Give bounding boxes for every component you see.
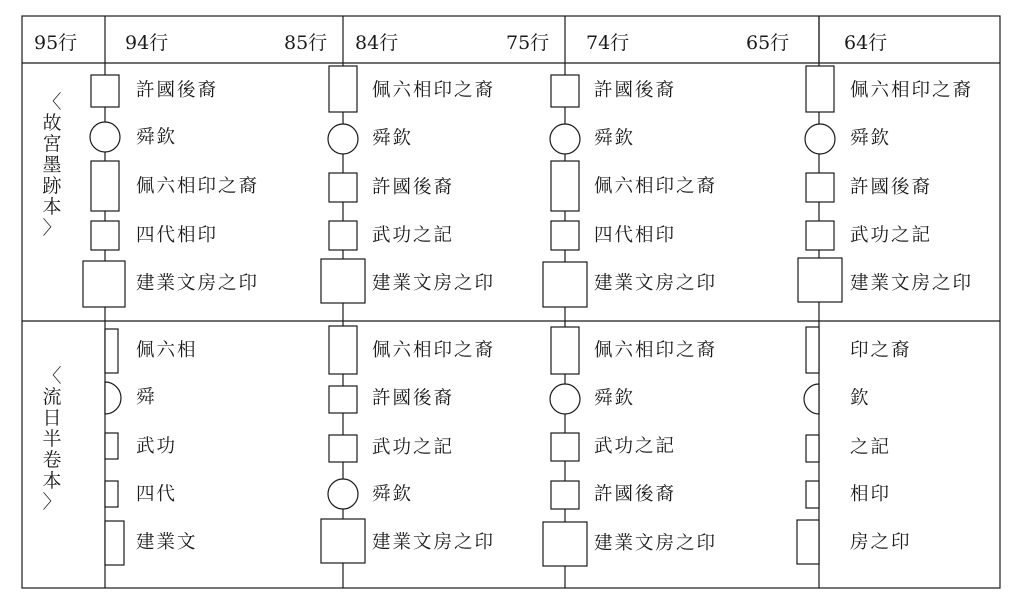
seal-label: 許國後裔 — [372, 177, 455, 198]
col1-bot-seal-1 — [105, 329, 118, 373]
seal-label: 武功之記 — [850, 225, 933, 246]
row-label-liuri-char: 〈 — [42, 365, 62, 387]
header-94: 94行 — [125, 32, 169, 54]
seal-label: 印之裔 — [850, 340, 912, 361]
seal-label: 舜 — [136, 387, 157, 408]
col1-bot-seal-4 — [105, 481, 118, 507]
col1-bot-seal-2 — [105, 382, 121, 414]
col4-top-seal-4 — [806, 221, 834, 250]
seal-label: 許國後裔 — [594, 484, 677, 505]
col1-bot-seal-3 — [105, 433, 118, 459]
seal-label: 相印 — [850, 484, 892, 505]
col3-top-seal-1 — [551, 75, 579, 107]
col4-bot-seal-4 — [806, 481, 819, 508]
col4-bot-seal-1 — [806, 327, 819, 373]
row-label-liuri-char: 〉 — [42, 491, 62, 513]
seal-label: 建業文房之印 — [372, 532, 496, 553]
row-label-palace-char: 故 — [42, 112, 62, 134]
seal-label: 建業文房之印 — [136, 273, 260, 294]
seal-label: 許國後裔 — [594, 80, 677, 101]
col1-top-seal-3 — [91, 161, 119, 211]
row-label-palace-char: 〈 — [42, 91, 62, 113]
seal-label: 建業文 — [136, 532, 198, 553]
col3-bot-seal-4 — [551, 481, 579, 509]
col3-top-seal-4 — [551, 221, 579, 250]
seal-label: 舜欽 — [850, 128, 892, 149]
seal-label: 佩六相印之裔 — [372, 80, 496, 101]
header-75: 75行 — [506, 32, 550, 54]
seal-label: 佩六相 — [136, 340, 198, 361]
col4-bot-seal-5 — [797, 520, 819, 564]
col1-top-seal-4 — [91, 221, 119, 250]
col3-bot-seal-3 — [551, 433, 579, 461]
seal-label: 舜欽 — [594, 388, 636, 409]
col2-top-seal-1 — [329, 66, 357, 112]
seal-label: 舜欽 — [372, 484, 414, 505]
seal-label: 武功 — [136, 436, 178, 457]
seal-label: 舜欽 — [372, 128, 414, 149]
col2-bot-seal-2 — [329, 386, 357, 413]
seal-label: 建業文房之印 — [372, 273, 496, 294]
seal-label: 許國後裔 — [136, 80, 219, 101]
row-label-liuri-char: 本 — [42, 470, 62, 492]
col4-bot-seal-3 — [806, 435, 819, 462]
seal-label: 佩六相印之裔 — [136, 176, 260, 197]
seal-label: 武功之記 — [372, 437, 455, 458]
col3-top-seal-5 — [543, 262, 587, 307]
col1-top-seal-1 — [91, 75, 119, 107]
row-label-palace-char: 本 — [42, 196, 62, 218]
col1-top-seal-5 — [83, 261, 125, 307]
seal-label: 武功之記 — [372, 225, 455, 246]
header-65: 65行 — [746, 32, 790, 54]
header-64: 64行 — [844, 32, 888, 54]
seal-label: 四代相印 — [594, 225, 677, 246]
seal-label: 佩六相印之裔 — [594, 340, 718, 361]
col3-top-seal-2 — [550, 124, 580, 154]
col2-top-seal-2 — [328, 124, 358, 154]
row-label-palace — [40, 92, 64, 239]
col3-bot-seal-2 — [550, 384, 580, 414]
col2-bot-seal-3 — [329, 435, 357, 462]
seal-label: 四代相印 — [136, 225, 219, 246]
row-label-liuri-char: 流 — [42, 386, 62, 408]
seal-label: 武功之記 — [594, 436, 677, 457]
header-74: 74行 — [586, 32, 630, 54]
col2-bot-seal-4 — [328, 479, 358, 509]
row-label-liuri-char: 卷 — [42, 449, 62, 471]
row-label-liuri-char: 日 — [42, 407, 62, 429]
seal-label: 建業文房之印 — [594, 273, 718, 294]
seal-label: 佩六相印之裔 — [850, 80, 974, 101]
seal-label: 之記 — [850, 437, 892, 458]
seal-label: 欽 — [850, 388, 871, 409]
col4-top-seal-3 — [806, 173, 834, 202]
col3-bot-seal-1 — [551, 327, 579, 374]
seal-label: 建業文房之印 — [594, 533, 718, 554]
col2-bot-seal-5 — [321, 519, 365, 563]
seal-label: 佩六相印之裔 — [372, 340, 496, 361]
col2-top-seal-3 — [329, 173, 357, 202]
seal-label: 許國後裔 — [372, 388, 455, 409]
col4-top-seal-2 — [805, 124, 835, 154]
col2-top-seal-5 — [321, 259, 365, 303]
header-95: 95行 — [34, 32, 78, 54]
row-label-liuri-char: 半 — [42, 428, 62, 450]
header-84: 84行 — [355, 32, 399, 54]
col3-bot-seal-5 — [543, 522, 587, 566]
seal-label: 舜欽 — [594, 128, 636, 149]
seal-label: 房之印 — [850, 532, 912, 553]
header-85: 85行 — [284, 32, 328, 54]
row-label-liuri — [40, 366, 64, 513]
seal-label: 佩六相印之裔 — [594, 176, 718, 197]
col2-bot-seal-1 — [329, 326, 357, 374]
col2-top-seal-4 — [329, 221, 357, 250]
seal-label: 許國後裔 — [850, 177, 933, 198]
col1-top-seal-2 — [90, 122, 120, 152]
col3-top-seal-3 — [551, 161, 579, 211]
col4-top-seal-5 — [798, 258, 842, 302]
row-label-palace-char: 墨 — [42, 154, 62, 176]
row-label-palace-char: 〉 — [42, 217, 62, 239]
col4-bot-seal-2 — [804, 384, 819, 414]
col1-bot-seal-5 — [105, 521, 124, 565]
col4-top-seal-1 — [806, 66, 834, 112]
seal-label: 四代 — [136, 484, 178, 505]
row-label-palace-char: 跡 — [42, 175, 62, 197]
row-label-palace-char: 宮 — [42, 133, 62, 155]
seal-label: 建業文房之印 — [850, 273, 974, 294]
seal-label: 舜欽 — [136, 127, 178, 148]
